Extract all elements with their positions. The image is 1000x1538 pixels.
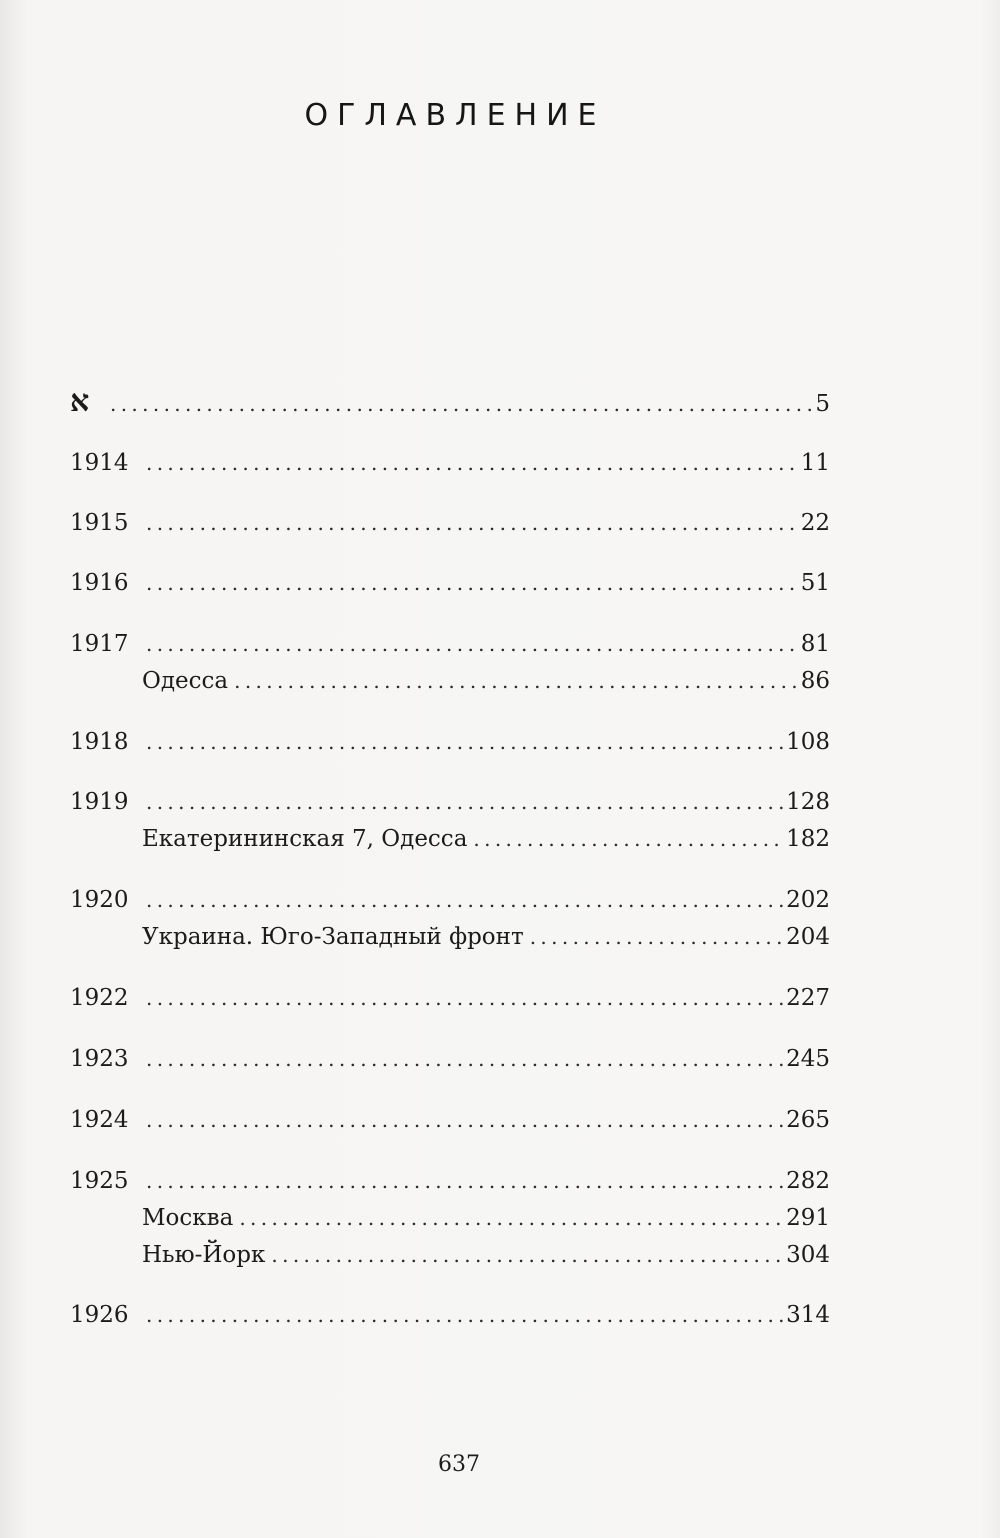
toc-entry-label: 1926 <box>70 1302 129 1328</box>
toc-entry-page: 108 <box>786 729 830 755</box>
toc-entry-1925 <box>70 1168 830 1200</box>
toc-entry-label: 1915 <box>70 510 129 536</box>
toc-entry-page: 11 <box>800 450 830 476</box>
dot-leader <box>473 827 784 851</box>
toc-entry-page: 86 <box>800 668 830 694</box>
toc-entry-page: 128 <box>786 789 830 815</box>
toc-entry-page: 227 <box>786 985 830 1011</box>
page-title: ОГЛАВЛЕНИЕ <box>304 98 606 133</box>
dot-leader <box>146 790 784 814</box>
toc-entry-page: 282 <box>786 1168 830 1194</box>
toc-entry-page: 291 <box>786 1205 830 1231</box>
dot-leader <box>234 669 799 693</box>
toc-subentry-ekaterininskaya <box>70 826 830 858</box>
toc-entry-1924 <box>70 1107 830 1139</box>
toc-entry-label: 1919 <box>70 789 129 815</box>
dot-leader <box>146 888 784 912</box>
toc-entry-1926 <box>70 1302 830 1334</box>
dot-leader <box>146 511 799 535</box>
toc-entry-label: 1923 <box>70 1046 129 1072</box>
toc-entry-page: 265 <box>786 1107 830 1133</box>
toc-entry-aleph <box>70 384 830 419</box>
toc-entry-1919 <box>70 789 830 821</box>
toc-entry-page: 245 <box>786 1046 830 1072</box>
dot-leader <box>110 392 813 416</box>
toc-entry-1914 <box>70 450 830 482</box>
toc-entry-page: 204 <box>786 924 830 950</box>
toc-entry-1920 <box>70 887 830 919</box>
toc-entry-label: Одесса <box>142 668 229 694</box>
toc-entry-label: 1924 <box>70 1107 129 1133</box>
toc-entry-label: 1916 <box>70 570 129 596</box>
toc-entry-label: 1914 <box>70 450 129 476</box>
toc-entry-1915 <box>70 510 830 542</box>
toc-entry-label: Украина. Юго-Западный фронт <box>142 924 524 950</box>
toc-entry-page: 22 <box>800 510 830 536</box>
toc-entry-1916 <box>70 570 830 602</box>
toc-subentry-new-york <box>70 1242 830 1274</box>
toc-entry-label: 1920 <box>70 887 129 913</box>
toc-entry-label: Нью-Йорк <box>142 1242 266 1268</box>
toc-entry-1922 <box>70 985 830 1017</box>
dot-leader <box>271 1243 784 1267</box>
dot-leader <box>146 1108 784 1132</box>
toc-entry-page: 81 <box>800 631 830 657</box>
dot-leader <box>239 1206 784 1230</box>
toc-entry-page: 182 <box>786 826 830 852</box>
dot-leader <box>146 1169 784 1193</box>
toc-subentry-ukraina <box>70 924 830 956</box>
toc-entry-page: 5 <box>815 391 830 417</box>
toc-entry-page: 51 <box>800 570 830 596</box>
toc-entry-label: 1918 <box>70 729 129 755</box>
dot-leader <box>146 632 799 656</box>
toc-entry-page: 304 <box>786 1242 830 1268</box>
toc-entry-page: 314 <box>786 1302 830 1328</box>
toc-entry-label: Екатерининская 7, Одесса <box>142 826 468 852</box>
toc-entry-1923 <box>70 1046 830 1078</box>
dot-leader <box>146 730 784 754</box>
toc-entry-page: 202 <box>786 887 830 913</box>
dot-leader <box>146 571 799 595</box>
dot-leader <box>146 1303 784 1327</box>
toc-entry-1918 <box>70 729 830 761</box>
dot-leader <box>146 986 784 1010</box>
page-number: 637 <box>438 1452 480 1477</box>
toc-entry-label: א <box>70 384 90 419</box>
dot-leader <box>530 925 784 949</box>
toc-entry-label: 1917 <box>70 631 129 657</box>
toc-entry-1917 <box>70 631 830 663</box>
toc-entry-label: 1925 <box>70 1168 129 1194</box>
dot-leader <box>146 1047 784 1071</box>
toc-entry-label: 1922 <box>70 985 129 1011</box>
toc-subentry-odessa <box>70 668 830 700</box>
toc-entry-label: Москва <box>142 1205 234 1231</box>
toc-subentry-moskva <box>70 1205 830 1237</box>
dot-leader <box>146 451 799 475</box>
